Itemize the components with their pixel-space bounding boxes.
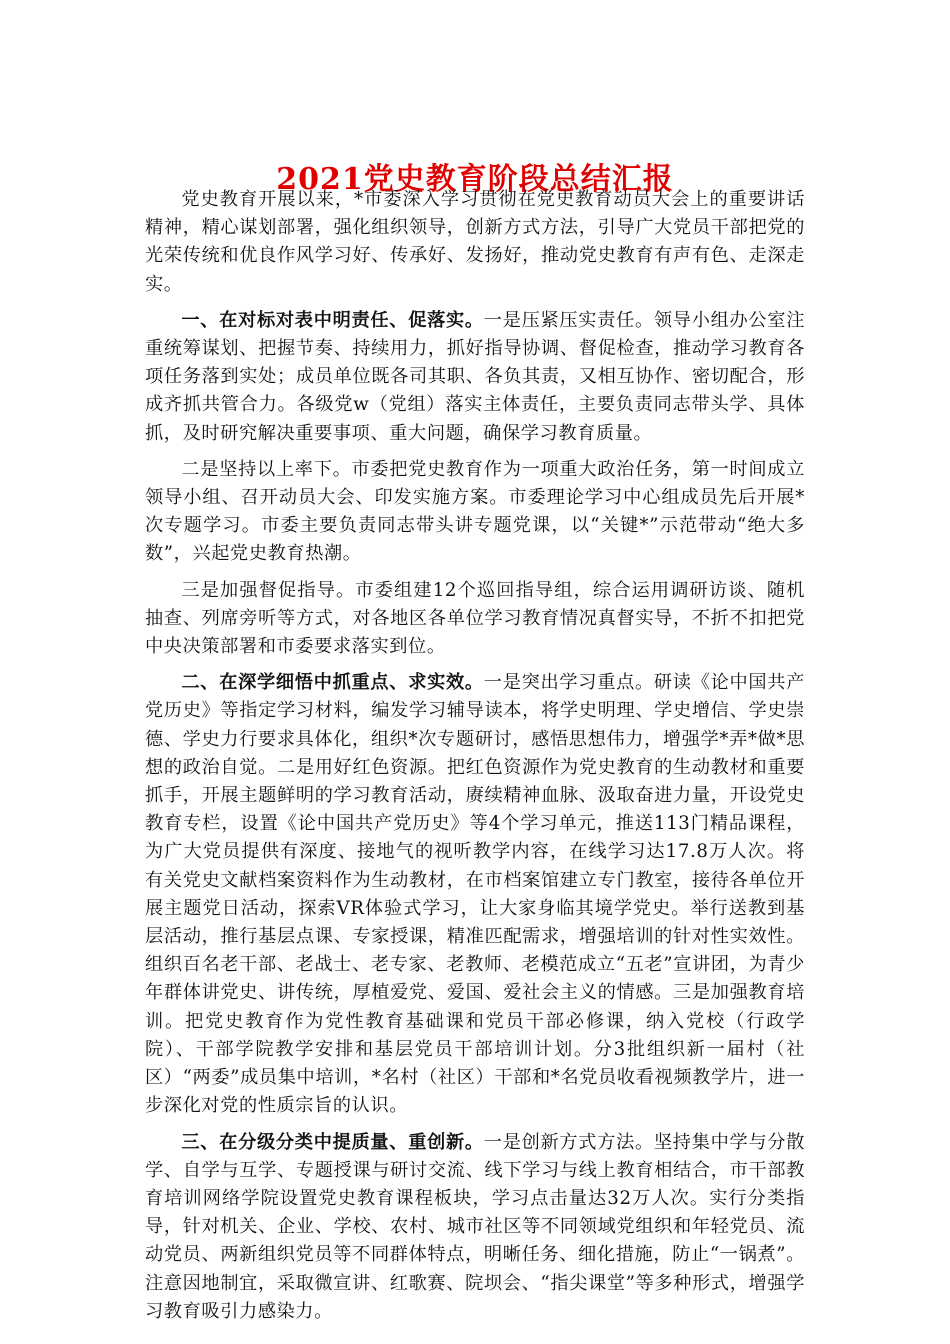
paragraph-text: 党史教育开展以来，*市委深入学习贯彻在党史教育动员大会上的重要讲话精神，精心谋划部署，强化组织领导，创新方式方法，引导广大党员干部把党的光荣传统和优良作风学习好、传承好、发扬好，推动党史教育有声有色、走深走实。 (145, 189, 805, 295)
paragraph-text: 二是坚持以上率下。市委把党史教育作为一项重大政治任务，第一时间成立领导小组、召开动员大会、印发实施方案。市委理论学习中心组成员先后开展*次专题学习。市委主要负责同志带头讲专题党课，以“关键*”示范带动“绝大多数”，兴起党史教育热潮。 (145, 458, 805, 565)
paragraph-lead: 一、在对标对表中明责任、促落实。 (181, 309, 484, 331)
paragraph-section-1-part-2 (145, 456, 805, 569)
paragraph-section-2 (145, 669, 805, 1120)
paragraph-lead: 二、在深学细悟中抓重点、求实效。 (181, 672, 484, 694)
paragraph-text: 一是创新方式方法。坚持集中学与分散学、自学与互学、专题授课与研讨交流、线下学习与线上教育相结合，市干部教育培训网络学院设置党史教育课程板块，学习点击量达32万人次。实行分类指导，针对机关、企业、学校、农村、城市社区等不同领域党组织和年轻党员、流动党员、两新组织党员等不同群体特点，明晰任务、细化措施，防止“一锅煮”。注意因地制宜，采取微宣讲、红歌赛、院坝会、“指尖课堂”等多种形式，增强学习教育吸引力感染力。 (145, 1131, 805, 1322)
paragraph-text: 三是加强督促指导。市委组建12个巡回指导组，综合运用调研访谈、随机抽查、列席旁听等方式，对各地区各单位学习教育情况真督实导，不折不扣把党中央决策部署和市委要求落实到位。 (145, 579, 805, 658)
paragraph-section-1-part-3 (145, 577, 805, 662)
document-title: 2021党史教育阶段总结汇报 (276, 162, 674, 198)
paragraph-lead: 三、在分级分类中提质量、重创新。 (181, 1131, 484, 1153)
paragraph-intro (145, 186, 805, 299)
paragraph-text: 一是突出学习重点。研读《论中国共产党历史》等指定学习材料，编发学习辅导读本，将学史明理、学史增信、学史崇德、学史力行要求具体化，组织*次专题研讨，感悟思想伟力，增强学*弄*做*思想的政治自觉。二是用好红色资源。把红色资源作为党史教育的生动教材和重要抓手，开展主题鲜明的学习教育活动，赓续精神血脉、汲取奋进力量，开设党史教育专栏，设置《论中国共产党历史》等4个学习单元，推送113门精品课程，为广大党员提供有深度、接地气的视听教学内容，在线学习达17.8万人次。将有关党史文献档案资料作为生动教材，在市档案馆建立专门教室，接待各单位开展主题党日活动，探索VR体验式学习，让大家身临其境学党史。举行送教到基层活动，推行基层点课、专家授课，精准匹配需求，增强培训的针对性实效性。组织百名老干部、老战士、老专家、老教师、老模范成立“五老”宣讲团，为青少年群体讲党史、讲传统，厚植爱党、爱国、爱社会主义的情感。三是加强教育培训。把党史教育作为党性教育基础课和党员干部必修课，纳入党校（行政学院）、干部学院教学安排和基层党员干部培训计划。分3批组织新一届村（社区）“两委”成员集中培训，*名村（社区）干部和*名党员收看视频教学片，进一步深化对党的性质宗旨的认识。 (145, 672, 805, 1117)
paragraph-section-1 (145, 307, 805, 448)
paragraph-section-3 (145, 1129, 805, 1326)
document-body (145, 186, 805, 1334)
paragraph-text: 一是压紧压实责任。领导小组办公室注重统筹谋划、把握节奏、持续用力，抓好指导协调、督促检查，推动学习教育各项任务落到实处；成员单位既各司其职、各负其责，又相互协作、密切配合，形成齐抓共管合力。各级党w（党组）落实主体责任，主要负责同志带头学、具体抓，及时研究解决重要事项、重大问题，确保学习教育质量。 (145, 309, 805, 444)
